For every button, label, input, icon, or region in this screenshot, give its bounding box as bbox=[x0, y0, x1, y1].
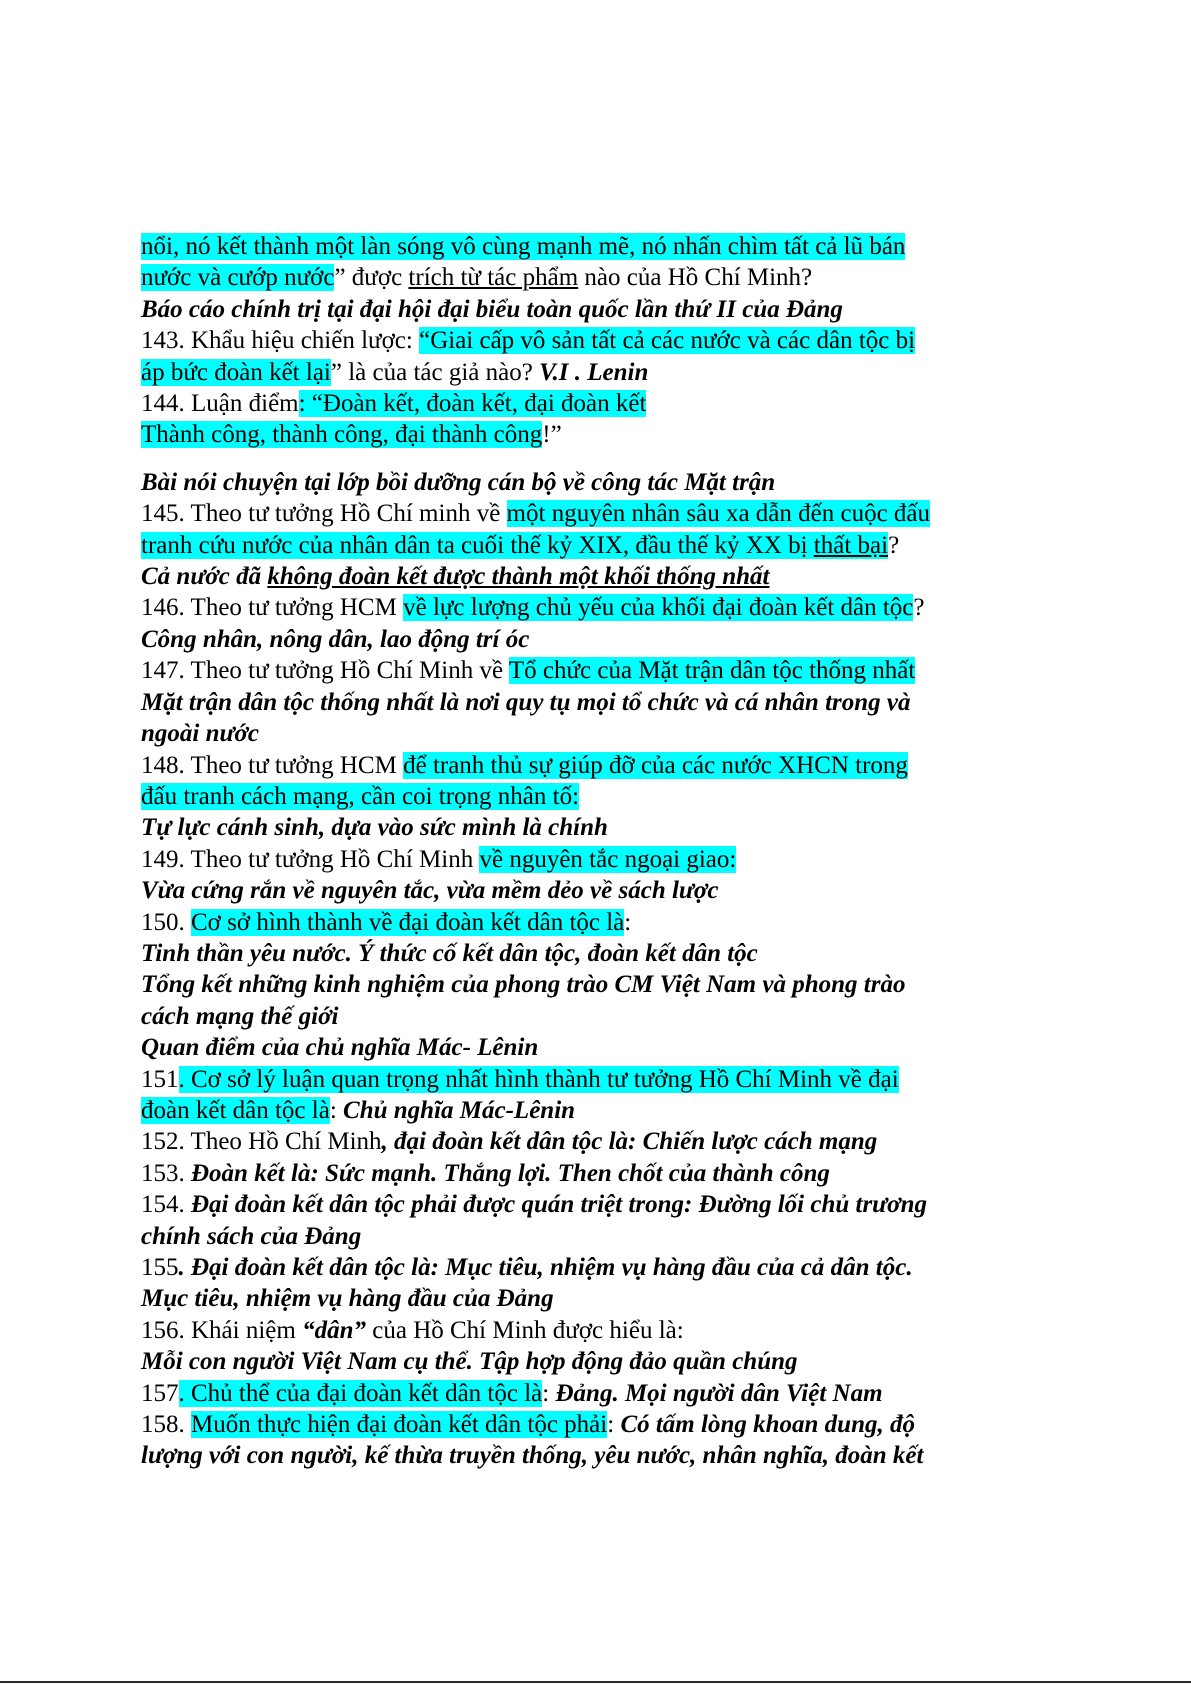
answer-text: Tự lực cánh sinh, dựa vào sức mình là chính bbox=[141, 814, 608, 842]
answer-line bbox=[141, 875, 1021, 906]
answer-text: Mặt trận dân tộc thống nhất là nơi quy tụ mọi tổ chức và cá nhân trong và bbox=[141, 688, 911, 716]
highlighted-text: . Cơ sở lý luận quan trọng nhất hình thành tư tưởng Hồ Chí Minh về đại bbox=[178, 1065, 899, 1093]
question-147 bbox=[141, 655, 1021, 686]
plain-text: : bbox=[624, 908, 632, 936]
answer-line bbox=[141, 718, 1021, 749]
plain-text: ” được bbox=[334, 264, 409, 292]
text-line bbox=[141, 530, 1021, 561]
highlighted-text: nổi, nó kết thành một làn sóng vô cùng mạnh mẽ, nó nhấn chìm tất cả lũ bán bbox=[141, 233, 906, 260]
answer-text: Mục tiêu, nhiệm vụ hàng đầu của Đảng bbox=[141, 1285, 554, 1313]
answer-text: Chủ nghĩa Mác-Lênin bbox=[343, 1096, 576, 1124]
plain-text: !” bbox=[542, 421, 562, 449]
highlighted-text: Cơ sở hình thành về đại đoàn kết dân tộc là bbox=[191, 908, 625, 936]
answer-text: Mỗi con người Việt Nam cụ thể. Tập hợp động đảo quần chúng bbox=[141, 1348, 798, 1376]
text-line bbox=[141, 357, 1021, 388]
question-146 bbox=[141, 592, 1021, 623]
answer-line bbox=[141, 624, 1021, 655]
plain-text: ” là của tác giả nào? bbox=[330, 358, 540, 386]
highlighted-text: một nguyên nhân sâu xa dẫn đến cuộc đấu bbox=[506, 500, 931, 528]
highlighted-text: để tranh thủ sự giúp đỡ của các nước XHCN trong bbox=[403, 751, 908, 779]
answer-text: Vừa cứng rắn về nguyên tắc, vừa mềm dẻo về sách lược bbox=[141, 877, 719, 905]
plain-text: 157 bbox=[141, 1379, 179, 1407]
answer-line bbox=[141, 467, 1021, 498]
plain-text: : bbox=[542, 1379, 556, 1407]
text-line bbox=[141, 231, 1021, 262]
answer-text: , đại đoàn kết dân tộc là: Chiến lược cách mạng bbox=[381, 1128, 878, 1156]
answer-text: . Đại đoàn kết dân tộc là: Mục tiêu, nhiệm vụ hàng đầu của cả dân tộc. bbox=[178, 1254, 913, 1281]
text-line bbox=[141, 262, 1021, 293]
plain-text: 150. bbox=[141, 908, 191, 936]
question-158 bbox=[141, 1409, 1021, 1440]
answer-line bbox=[141, 1221, 1021, 1252]
question-154 bbox=[141, 1189, 1021, 1220]
answer-text: Báo cáo chính trị tại đại hội đại biểu toàn quốc lần thứ II của Đảng bbox=[141, 295, 843, 323]
answer-line bbox=[141, 1440, 1021, 1471]
plain-text: 145. Theo tư tưởng Hồ Chí minh về bbox=[141, 500, 507, 528]
highlighted-text: Thành công, thành công, đại thành công bbox=[141, 421, 543, 449]
highlighted-text: “Giai cấp vô sản tất cả các nước và các dân tộc bị bbox=[419, 327, 916, 355]
answer-text: ngoài nước bbox=[141, 720, 259, 748]
plain-text: của Hồ Chí Minh được hiểu là: bbox=[366, 1316, 684, 1344]
answer-text: cách mạng thế giới bbox=[141, 1002, 339, 1030]
plain-text: 149. Theo tư tưởng Hồ Chí Minh bbox=[141, 845, 480, 873]
plain-text: 152. Theo Hồ Chí Minh bbox=[141, 1128, 382, 1156]
answer-underlined-text: không đoàn kết được thành một khối thống nhất bbox=[267, 563, 770, 591]
plain-text: 144. Luận điểm bbox=[141, 390, 299, 418]
answer-text: Quan điểm của chủ nghĩa Mác- Lênin bbox=[141, 1034, 539, 1062]
page-bottom-border bbox=[0, 1681, 1191, 1683]
answer-text: Tinh thần yêu nước. Ý thức cố kết dân tộc, đoàn kết dân tộc bbox=[141, 939, 758, 967]
answer-line bbox=[141, 294, 1021, 325]
answer-text: chính sách của Đảng bbox=[141, 1222, 362, 1250]
answer-line bbox=[141, 938, 1021, 969]
answer-text: V.I . Lenin bbox=[539, 358, 649, 386]
highlighted-text: tranh cứu nước của nhân dân ta cuối thế kỷ XIX, đầu thế kỷ XX bị bbox=[141, 531, 814, 559]
question-150 bbox=[141, 907, 1021, 938]
answer-text: lượng với con người, kế thừa truyền thống, yêu nước, nhân nghĩa, đoàn kết bbox=[141, 1442, 924, 1470]
answer-text: Đảng. Mọi người dân Việt Nam bbox=[555, 1379, 883, 1407]
question-155 bbox=[141, 1252, 1021, 1283]
answer-text: Công nhân, nông dân, lao động trí óc bbox=[141, 625, 530, 653]
plain-text: : bbox=[329, 1096, 344, 1124]
answer-line bbox=[141, 687, 1021, 718]
answer-text: Có tấm lòng khoan dung, độ bbox=[620, 1411, 915, 1439]
plain-text: 154. bbox=[141, 1191, 191, 1219]
underlined-text: trích từ tác phẩm bbox=[408, 264, 579, 292]
answer-line bbox=[141, 1283, 1021, 1314]
highlighted-text: Muốn thực hiện đại đoàn kết dân tộc phải bbox=[191, 1411, 608, 1439]
plain-text: 146. Theo tư tưởng HCM bbox=[141, 594, 404, 622]
plain-text: ? bbox=[913, 594, 925, 622]
answer-text: Bài nói chuyện tại lớp bồi dưỡng cán bộ về công tác Mặt trận bbox=[141, 468, 776, 496]
answer-text: Đoàn kết là: Sức mạnh. Thắng lợi. Then chốt của thành công bbox=[191, 1159, 830, 1187]
plain-text: 153. bbox=[141, 1159, 191, 1187]
plain-text: 148. Theo tư tưởng HCM bbox=[141, 751, 404, 779]
question-153 bbox=[141, 1158, 1021, 1189]
text-line bbox=[141, 419, 1021, 450]
question-149 bbox=[141, 844, 1021, 875]
highlighted-text: áp bức đoàn kết lại bbox=[141, 358, 331, 386]
highlighted-text: đoàn kết dân tộc là bbox=[141, 1096, 330, 1124]
answer-text: Đại đoàn kết dân tộc phải được quán triệt trong: Đường lối chủ trương bbox=[191, 1191, 927, 1219]
text-line bbox=[141, 1095, 1021, 1126]
plain-text: 147. Theo tư tưởng Hồ Chí Minh về bbox=[141, 657, 509, 685]
answer-line bbox=[141, 969, 1021, 1000]
highlighted-text: đấu tranh cách mạng, cần coi trọng nhân tố: bbox=[141, 782, 580, 810]
plain-text: ? bbox=[888, 531, 900, 559]
question-151 bbox=[141, 1064, 1021, 1095]
highlighted-underlined-text: thất bại bbox=[813, 531, 889, 559]
question-157 bbox=[141, 1378, 1021, 1409]
document-page bbox=[141, 231, 1021, 1472]
question-143 bbox=[141, 325, 1021, 356]
highlighted-text: về nguyên tắc ngoại giao: bbox=[479, 845, 737, 873]
answer-text: Cả nước đã bbox=[141, 563, 268, 591]
highlighted-text: . Chủ thể của đại đoàn kết dân tộc là bbox=[178, 1379, 543, 1407]
highlighted-text: Tổ chức của Mặt trận dân tộc thống nhất bbox=[508, 657, 916, 685]
plain-text: 158. bbox=[141, 1411, 191, 1439]
answer-text: Tổng kết những kinh nghiệm của phong trào CM Việt Nam và phong trào bbox=[141, 971, 906, 999]
plain-text: nào của Hồ Chí Minh? bbox=[578, 264, 813, 292]
highlighted-text: nước và cướp nước bbox=[141, 264, 335, 292]
text-line bbox=[141, 781, 1021, 812]
plain-text: 155 bbox=[141, 1254, 179, 1281]
plain-text: 143. Khẩu hiệu chiến lược: bbox=[141, 327, 420, 355]
paragraph-gap bbox=[141, 451, 1021, 467]
answer-line bbox=[141, 812, 1021, 843]
question-145 bbox=[141, 498, 1021, 529]
answer-line bbox=[141, 1032, 1021, 1063]
answer-line bbox=[141, 561, 1021, 592]
question-152 bbox=[141, 1126, 1021, 1157]
answer-line bbox=[141, 1346, 1021, 1377]
plain-text: : bbox=[607, 1411, 621, 1439]
answer-line bbox=[141, 1001, 1021, 1032]
emphasis-text: “dân” bbox=[302, 1316, 366, 1344]
question-156 bbox=[141, 1315, 1021, 1346]
highlighted-text: : “Đoàn kết, đoàn kết, đại đoàn kết bbox=[298, 390, 647, 418]
question-144 bbox=[141, 388, 1021, 419]
highlighted-text: về lực lượng chủ yếu của khối đại đoàn kết dân tộc bbox=[403, 594, 914, 622]
plain-text: 156. Khái niệm bbox=[141, 1316, 303, 1344]
plain-text: 151 bbox=[141, 1065, 179, 1093]
question-148 bbox=[141, 750, 1021, 781]
